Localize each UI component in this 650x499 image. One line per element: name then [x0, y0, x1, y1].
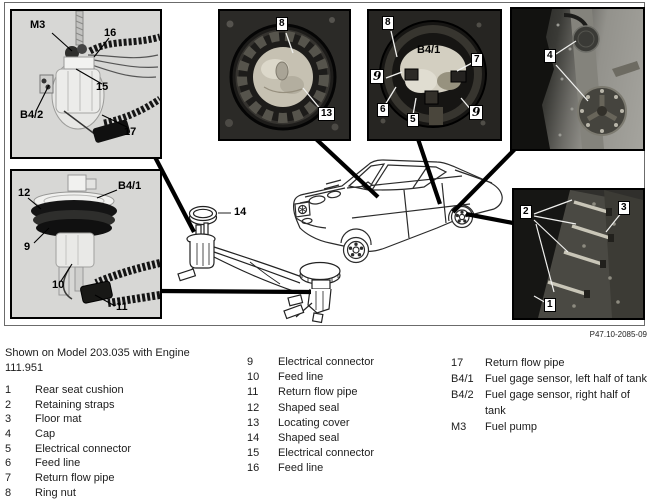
- callout-M3: M3: [30, 19, 46, 31]
- legend-item-key: 12: [247, 401, 260, 414]
- legend-item-label: Cap: [35, 427, 56, 440]
- legend-item: [247, 461, 447, 476]
- legend-item-label: Retaining straps: [35, 398, 115, 411]
- legend-item-key: 1: [5, 384, 12, 396]
- inset-fuel-gage-sensor-left-half: [10, 169, 162, 319]
- floor-caps-photo: [512, 9, 643, 149]
- sensor-illustration: [12, 171, 160, 317]
- legend-item-label: Feed line: [35, 457, 81, 470]
- legend-item-label: Fuel gage sensor, right half of tank: [485, 389, 630, 417]
- callout-16: 16: [104, 27, 117, 39]
- figure-code: P47.10-2085-09: [589, 330, 647, 339]
- legend-item-label: Return flow pipe: [278, 386, 358, 399]
- legend-item: [5, 486, 245, 499]
- legend-note: [5, 346, 245, 376]
- legend-item: [247, 370, 447, 385]
- callout-6: 6: [377, 103, 389, 117]
- callout-9-script: 9: [469, 105, 483, 120]
- legend-item-label: Fuel pump: [485, 421, 537, 433]
- legend-item-key: 13: [247, 416, 260, 429]
- legend-column-1: [5, 346, 245, 499]
- legend-item: [247, 431, 447, 446]
- callout-11: 11: [116, 301, 128, 313]
- legend-item-key: 7: [5, 471, 12, 484]
- callout-9: 9: [24, 241, 31, 253]
- callout-13: 13: [318, 107, 335, 121]
- legend-item: [247, 446, 447, 461]
- legend-item-label: Feed line: [278, 462, 324, 475]
- legend-item-key: 14: [247, 432, 260, 445]
- legend-item: [5, 412, 245, 427]
- legend-item-key: 3: [5, 413, 12, 426]
- legend-item-label: Rear seat cushion: [35, 384, 124, 396]
- callout-3: 3: [618, 201, 630, 215]
- legend-list-2: [247, 355, 447, 477]
- legend-item-label: Return flow pipe: [485, 357, 565, 369]
- legend-item: [5, 471, 245, 486]
- legend-item: [5, 456, 245, 471]
- legend-item-label: Ring nut: [35, 486, 76, 499]
- legend-item-label: Shaped seal: [278, 401, 340, 414]
- legend-item-key: 5: [5, 442, 12, 455]
- callout-B4-1: B4/1: [118, 180, 142, 192]
- legend-item: [451, 355, 649, 371]
- legend-item-key: 10: [247, 371, 260, 384]
- callout-14: 14: [234, 206, 247, 218]
- note-line-1: Shown on Model 203.035 with Engine: [5, 347, 190, 359]
- legend-item: [5, 427, 245, 442]
- legend-item-key: M3: [451, 421, 467, 433]
- legend-item-label: Electrical connector: [278, 356, 374, 368]
- legend-item-key: 9: [247, 356, 254, 368]
- inset-floor-caps-photo: [510, 7, 645, 151]
- inset-fuel-pump-right-half: [10, 9, 162, 159]
- legend-item: [5, 398, 245, 413]
- legend-item-key: 4: [5, 427, 12, 440]
- legend-item-label: Shaped seal: [278, 432, 340, 445]
- legend-item-label: Fuel gage sensor, left half of tank: [485, 373, 648, 385]
- callout-8: 8: [382, 16, 394, 30]
- legend-item-key: 11: [247, 386, 259, 399]
- legend-item: [451, 387, 649, 419]
- legend-item-label: Feed line: [278, 371, 324, 384]
- legend-item-key: 16: [247, 462, 260, 475]
- legend-item: [247, 385, 447, 400]
- callout-8: 8: [276, 17, 288, 31]
- legend-item-key: 15: [247, 447, 260, 460]
- legend-item: [247, 416, 447, 431]
- callout-7: 7: [471, 53, 483, 67]
- legend-item-key: 17: [451, 357, 464, 369]
- callout-5: 5: [407, 113, 419, 127]
- callout-9-script: 9: [370, 69, 384, 84]
- legend-column-2: [247, 355, 447, 477]
- legend-item: [451, 419, 649, 435]
- legend-item: [5, 442, 245, 457]
- legend-item-label: Electrical connector: [278, 447, 374, 460]
- inset-ring-nut-photo: [218, 9, 351, 141]
- legend-item: [5, 383, 245, 398]
- legend-item: [451, 371, 649, 387]
- legend-column-3: [451, 355, 649, 435]
- callout-B4-2: B4/2: [20, 109, 44, 121]
- legend-item-key: 8: [5, 486, 12, 499]
- legend-item-key: 6: [5, 457, 12, 470]
- legend-item-label: Electrical connector: [35, 442, 131, 455]
- callout-10: 10: [52, 279, 65, 291]
- legend-item-key: B4/2: [451, 389, 474, 401]
- legend-item: [247, 401, 447, 416]
- legend-item-label: Return flow pipe: [35, 471, 115, 484]
- legend-item-label: Floor mat: [35, 413, 82, 426]
- callout-B4-1: B4/1: [417, 44, 441, 56]
- callout-4: 4: [544, 49, 556, 63]
- callout-15: 15: [96, 81, 109, 93]
- callout-1: 1: [544, 298, 556, 312]
- inset-rear-seat-floor-photo: [512, 188, 645, 320]
- legend-list-3: [451, 355, 649, 435]
- legend-item-key: 2: [5, 398, 12, 411]
- legend-item-label: Locating cover: [278, 416, 350, 429]
- callout-17: 17: [124, 126, 137, 138]
- fuel-pump-illustration: [12, 11, 160, 157]
- note-line-2: 111.951: [5, 362, 44, 374]
- callout-2: 2: [520, 205, 532, 219]
- legend-item-key: B4/1: [451, 373, 474, 385]
- legend-item: [247, 355, 447, 370]
- legend-list-1: [5, 383, 245, 499]
- callout-12: 12: [18, 187, 31, 199]
- inset-connectors-photo: [367, 9, 502, 141]
